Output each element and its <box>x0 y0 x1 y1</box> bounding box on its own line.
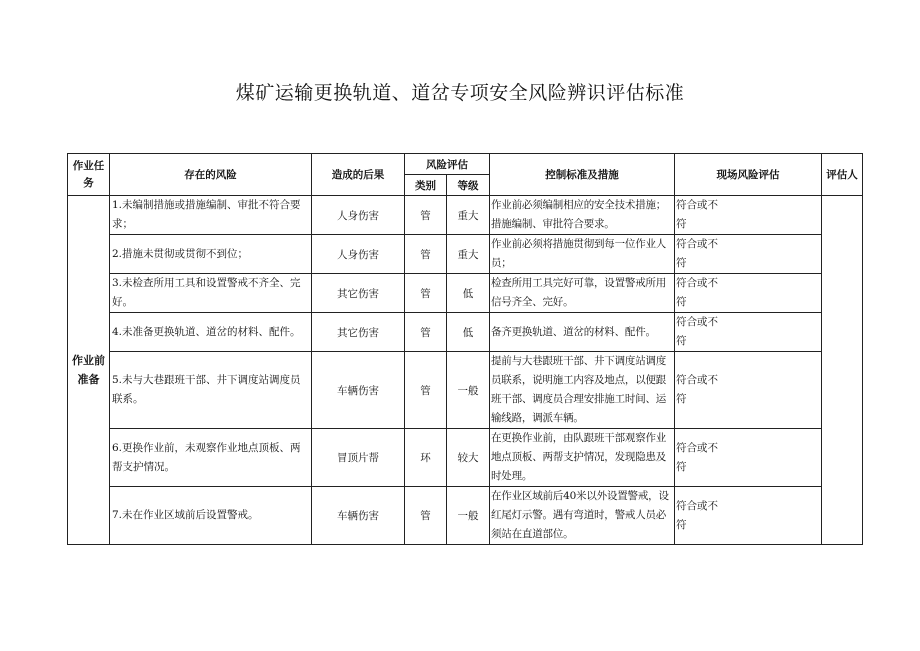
onsite-eval-cell <box>675 487 822 545</box>
onsite-eval-text: 符合或不符 <box>676 277 718 308</box>
category-cell: 管 <box>405 352 447 429</box>
onsite-eval-cell <box>675 274 822 313</box>
control-cell: 提前与大巷跟班干部、井下调度站调度员联系，说明施工内容及地点，以便跟班干部、调度员合理安排施工时间、运输线路，调派车辆。 <box>490 352 675 429</box>
grade-cell: 重大 <box>447 235 490 274</box>
control-cell: 备齐更换轨道、道岔的材料、配件。 <box>490 313 675 352</box>
control-cell: 作业前必须将措施贯彻到每一位作业人员； <box>490 235 675 274</box>
consequence-cell: 人身伤害 <box>312 235 405 274</box>
header-category: 类别 <box>405 175 447 196</box>
table-row <box>68 274 863 313</box>
risk-cell: 1.未编制措施或措施编制、审批不符合要求； <box>110 196 312 235</box>
onsite-eval-cell <box>675 352 822 429</box>
onsite-eval-cell <box>675 235 822 274</box>
risk-cell: 6.更换作业前，未观察作业地点顶板、两帮支护情况。 <box>110 429 312 487</box>
onsite-eval-cell <box>675 429 822 487</box>
consequence-cell: 其它伤害 <box>312 313 405 352</box>
header-onsite: 现场风险评估 <box>675 154 822 196</box>
grade-cell: 较大 <box>447 429 490 487</box>
category-cell: 管 <box>405 274 447 313</box>
grade-cell: 一般 <box>447 487 490 545</box>
onsite-eval-cell <box>675 313 822 352</box>
control-cell: 在作业区域前后40米以外设置警戒，设红尾灯示警。遇有弯道时，警戒人员必须站在直道部位。 <box>490 487 675 545</box>
header-consequence: 造成的后果 <box>312 154 405 196</box>
header-risk-eval: 风险评估 <box>405 154 490 175</box>
header-control: 控制标准及措施 <box>490 154 675 196</box>
consequence-cell: 其它伤害 <box>312 274 405 313</box>
risk-table <box>67 153 863 545</box>
onsite-eval-cell <box>675 196 822 235</box>
category-cell: 管 <box>405 235 447 274</box>
page-title: 煤矿运输更换轨道、道岔专项安全风险辨识评估标准 <box>235 82 685 104</box>
onsite-eval-text: 符合或不符 <box>676 238 718 269</box>
control-cell: 在更换作业前，由队跟班干部观察作业地点顶板、两帮支护情况，发现隐患及时处理。 <box>490 429 675 487</box>
consequence-cell: 车辆伤害 <box>312 487 405 545</box>
risk-cell: 4.未准备更换轨道、道岔的材料、配件。 <box>110 313 312 352</box>
grade-cell: 低 <box>447 274 490 313</box>
risk-cell: 2.措施未贯彻或贯彻不到位； <box>110 235 312 274</box>
header-grade: 等级 <box>447 175 490 196</box>
onsite-eval-text: 符合或不符 <box>676 374 718 405</box>
header-assessor: 评估人 <box>822 154 863 196</box>
table-row <box>68 352 863 429</box>
category-cell: 管 <box>405 313 447 352</box>
grade-cell: 一般 <box>447 352 490 429</box>
table-row <box>68 487 863 545</box>
table-row <box>68 196 863 235</box>
category-cell: 管 <box>405 196 447 235</box>
grade-cell: 低 <box>447 313 490 352</box>
risk-cell: 5.未与大巷跟班干部、井下调度站调度员联系。 <box>110 352 312 429</box>
header-task: 作业任务 <box>68 154 110 196</box>
consequence-cell: 人身伤害 <box>312 196 405 235</box>
header-risk: 存在的风险 <box>110 154 312 196</box>
header-row-1 <box>68 154 863 175</box>
table-row <box>68 429 863 487</box>
grade-cell: 重大 <box>447 196 490 235</box>
category-cell: 管 <box>405 487 447 545</box>
risk-cell: 7.未在作业区域前后设置警戒。 <box>110 487 312 545</box>
table-row <box>68 235 863 274</box>
consequence-cell: 冒顶片帮 <box>312 429 405 487</box>
onsite-eval-text: 符合或不符 <box>676 199 718 230</box>
category-cell: 环 <box>405 429 447 487</box>
control-cell: 检查所用工具完好可靠，设置警戒所用信号齐全、完好。 <box>490 274 675 313</box>
risk-cell: 3.未检查所用工具和设置警戒不齐全、完好。 <box>110 274 312 313</box>
onsite-eval-text: 符合或不符 <box>676 499 718 531</box>
onsite-eval-text: 符合或不符 <box>676 441 718 473</box>
assessor-cell[interactable] <box>822 196 863 545</box>
table-row <box>68 313 863 352</box>
onsite-eval-text: 符合或不符 <box>676 316 718 347</box>
consequence-cell: 车辆伤害 <box>312 352 405 429</box>
task-cell: 作业前准备 <box>68 196 110 545</box>
control-cell: 作业前必须编制相应的安全技术措施；措施编制、审批符合要求。 <box>490 196 675 235</box>
